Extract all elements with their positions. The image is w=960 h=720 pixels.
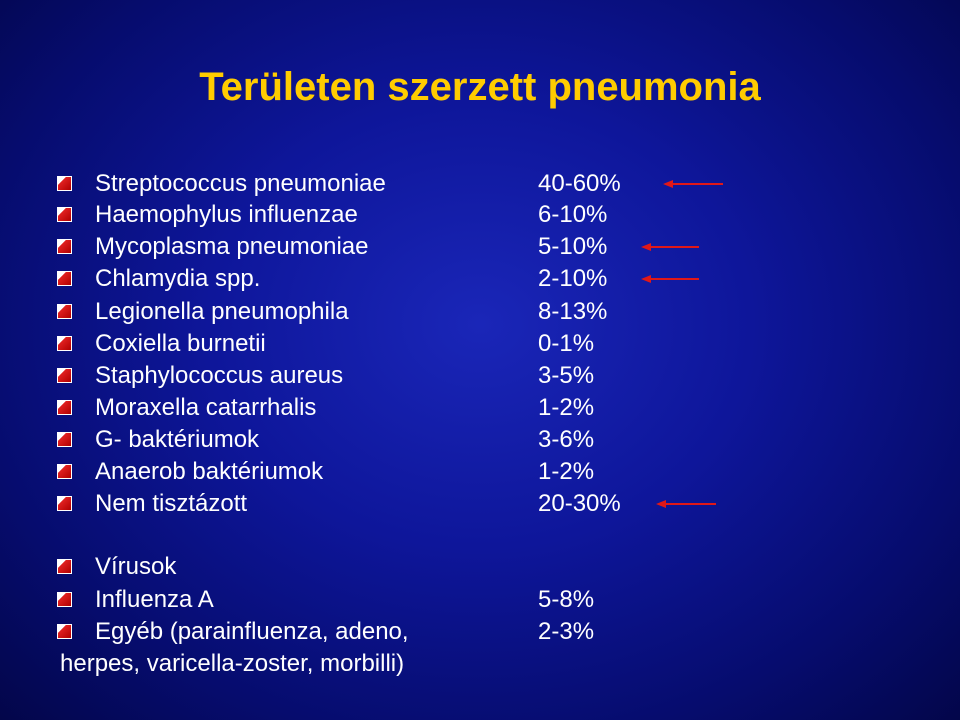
item-name: Anaerob baktériumok bbox=[95, 458, 324, 485]
item-percentage: 20-30% bbox=[538, 490, 621, 517]
item-percentage: 2-10% bbox=[538, 265, 608, 292]
item-percentage: 0-1% bbox=[538, 330, 595, 357]
left-arrow-icon bbox=[656, 498, 716, 510]
list-item bbox=[0, 553, 960, 583]
list-item bbox=[0, 201, 960, 231]
red-square-bullet-icon bbox=[57, 464, 72, 479]
list-item bbox=[0, 330, 960, 360]
item-percentage: 1-2% bbox=[538, 394, 595, 421]
list-item bbox=[0, 490, 960, 520]
red-square-bullet-icon bbox=[57, 271, 72, 286]
item-percentage: 1-2% bbox=[538, 458, 595, 485]
red-square-bullet-icon bbox=[57, 624, 72, 639]
list-item bbox=[0, 265, 960, 295]
item-name: Coxiella burnetii bbox=[95, 330, 266, 357]
item-name: Chlamydia spp. bbox=[95, 265, 261, 292]
list-item bbox=[0, 170, 960, 200]
list-item bbox=[0, 426, 960, 456]
item-percentage: 2-3% bbox=[538, 618, 595, 645]
item-percentage: 3-6% bbox=[538, 426, 595, 453]
item-name: Nem tisztázott bbox=[95, 490, 248, 517]
red-square-bullet-icon bbox=[57, 207, 72, 222]
list-item-continuation bbox=[0, 650, 960, 680]
item-percentage: 3-5% bbox=[538, 362, 595, 389]
item-name: Legionella pneumophila bbox=[95, 298, 349, 325]
item-name: Streptococcus pneumoniae bbox=[95, 170, 386, 197]
list-item bbox=[0, 394, 960, 424]
list-item bbox=[0, 362, 960, 392]
item-name: Mycoplasma pneumoniae bbox=[95, 233, 369, 260]
list-item bbox=[0, 618, 960, 648]
item-name: Influenza A bbox=[95, 586, 214, 613]
item-percentage: 6-10% bbox=[538, 201, 608, 228]
item-percentage: 40-60% bbox=[538, 170, 621, 197]
item-percentage: 5-8% bbox=[538, 586, 595, 613]
list-item bbox=[0, 458, 960, 488]
item-name: Egyéb (parainfluenza, adeno, bbox=[95, 618, 409, 645]
slide-title: Területen szerzett pneumonia bbox=[199, 65, 761, 109]
red-square-bullet-icon bbox=[57, 559, 72, 574]
red-square-bullet-icon bbox=[57, 368, 72, 383]
left-arrow-icon bbox=[641, 273, 699, 285]
item-name: Moraxella catarrhalis bbox=[95, 394, 317, 421]
item-percentage: 8-13% bbox=[538, 298, 608, 325]
red-square-bullet-icon bbox=[57, 592, 72, 607]
list-item bbox=[0, 233, 960, 263]
left-arrow-icon bbox=[641, 241, 699, 253]
item-name: Vírusok bbox=[95, 553, 177, 580]
item-name: Haemophylus influenzae bbox=[95, 201, 358, 228]
list-item bbox=[0, 298, 960, 328]
red-square-bullet-icon bbox=[57, 176, 72, 191]
item-name: Staphylococcus aureus bbox=[95, 362, 344, 389]
list-item bbox=[0, 586, 960, 616]
item-percentage: 5-10% bbox=[538, 233, 608, 260]
item-name: G- baktériumok bbox=[95, 426, 260, 453]
red-square-bullet-icon bbox=[57, 336, 72, 351]
red-square-bullet-icon bbox=[57, 304, 72, 319]
red-square-bullet-icon bbox=[57, 400, 72, 415]
red-square-bullet-icon bbox=[57, 496, 72, 511]
red-square-bullet-icon bbox=[57, 432, 72, 447]
left-arrow-icon bbox=[663, 178, 723, 190]
red-square-bullet-icon bbox=[57, 239, 72, 254]
continuation-text: herpes, varicella-zoster, morbilli) bbox=[60, 650, 405, 677]
